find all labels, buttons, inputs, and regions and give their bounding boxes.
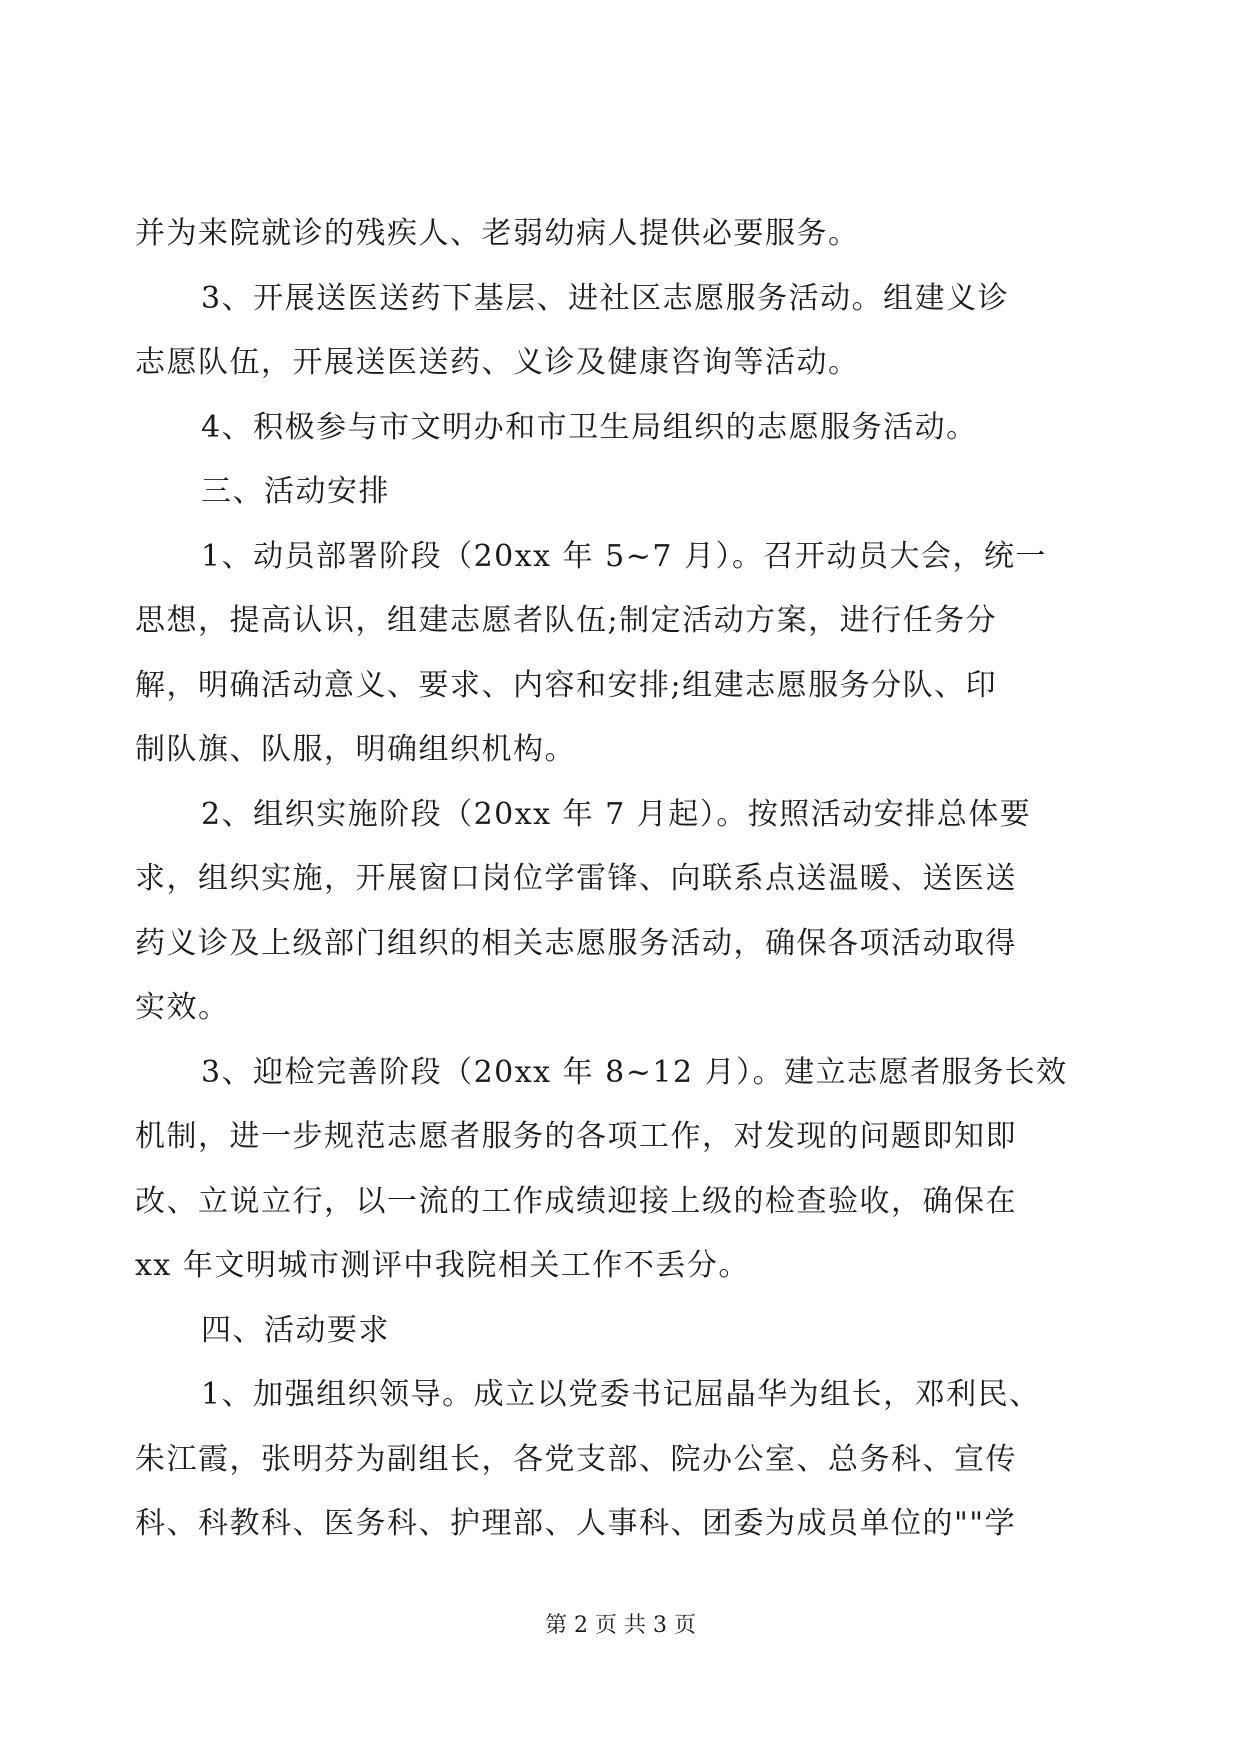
- text-line: 药义诊及上级部门组织的相关志愿服务活动，确保各项活动取得: [135, 925, 1017, 961]
- text-line: 志愿队伍，开展送医送药、义诊及健康咨询等活动。: [135, 345, 860, 380]
- text-line: 朱江霞，张明芬为副组长，各党支部、院办公室、总务科、宣传: [135, 1441, 1017, 1477]
- text-line: 实效。: [135, 990, 230, 1025]
- text-line: 1、加强组织领导。成立以党委书记屈晶华为组长，邓利民、: [201, 1377, 1041, 1412]
- text-line: 改、立说立行，以一流的工作成绩迎接上级的检查验收，确保在: [135, 1183, 1017, 1219]
- text-line: 三、活动安排: [201, 474, 390, 509]
- text-line: 并为来院就诊的残疾人、老弱幼病人提供必要服务。: [135, 216, 860, 251]
- text-line: 3、迎检完善阶段（20xx 年 8~12 月）。建立志愿者服务长效: [201, 1054, 1068, 1090]
- text-line: 四、活动要求: [201, 1312, 390, 1348]
- text-line: 3、开展送医送药下基层、进社区志愿服务活动。组建义诊: [201, 280, 1010, 316]
- text-line: 求，组织实施，开展窗口岗位学雷锋、向联系点送温暖、送医送: [135, 861, 1017, 896]
- text-line: 思想，提高认识，组建志愿者队伍;制定活动方案，进行任务分: [135, 603, 998, 638]
- text-line: xx 年文明城市测评中我院相关工作不丢分。: [135, 1248, 750, 1283]
- document-body: [135, 202, 1095, 1557]
- page-footer: 第 2 页 共 3 页: [545, 1613, 696, 1638]
- text-line: 4、积极参与市文明办和市卫生局组织的志愿服务活动。: [201, 409, 978, 445]
- text-line: 机制，进一步规范志愿者服务的各项工作，对发现的问题即知即: [135, 1119, 1017, 1154]
- text-line: 制队旗、队服，明确组织机构。: [135, 732, 576, 767]
- text-line: 1、动员部署阶段（20xx 年 5~7 月）。召开动员大会，统一: [201, 538, 1048, 574]
- text-line: 2、组织实施阶段（20xx 年 7 月起）。按照活动安排总体要: [201, 796, 1032, 832]
- text-line: 解，明确活动意义、要求、内容和安排;组建志愿服务分队、印: [135, 667, 998, 703]
- text-line: 科、科教科、医务科、护理部、人事科、团委为成员单位的""学: [135, 1506, 1017, 1541]
